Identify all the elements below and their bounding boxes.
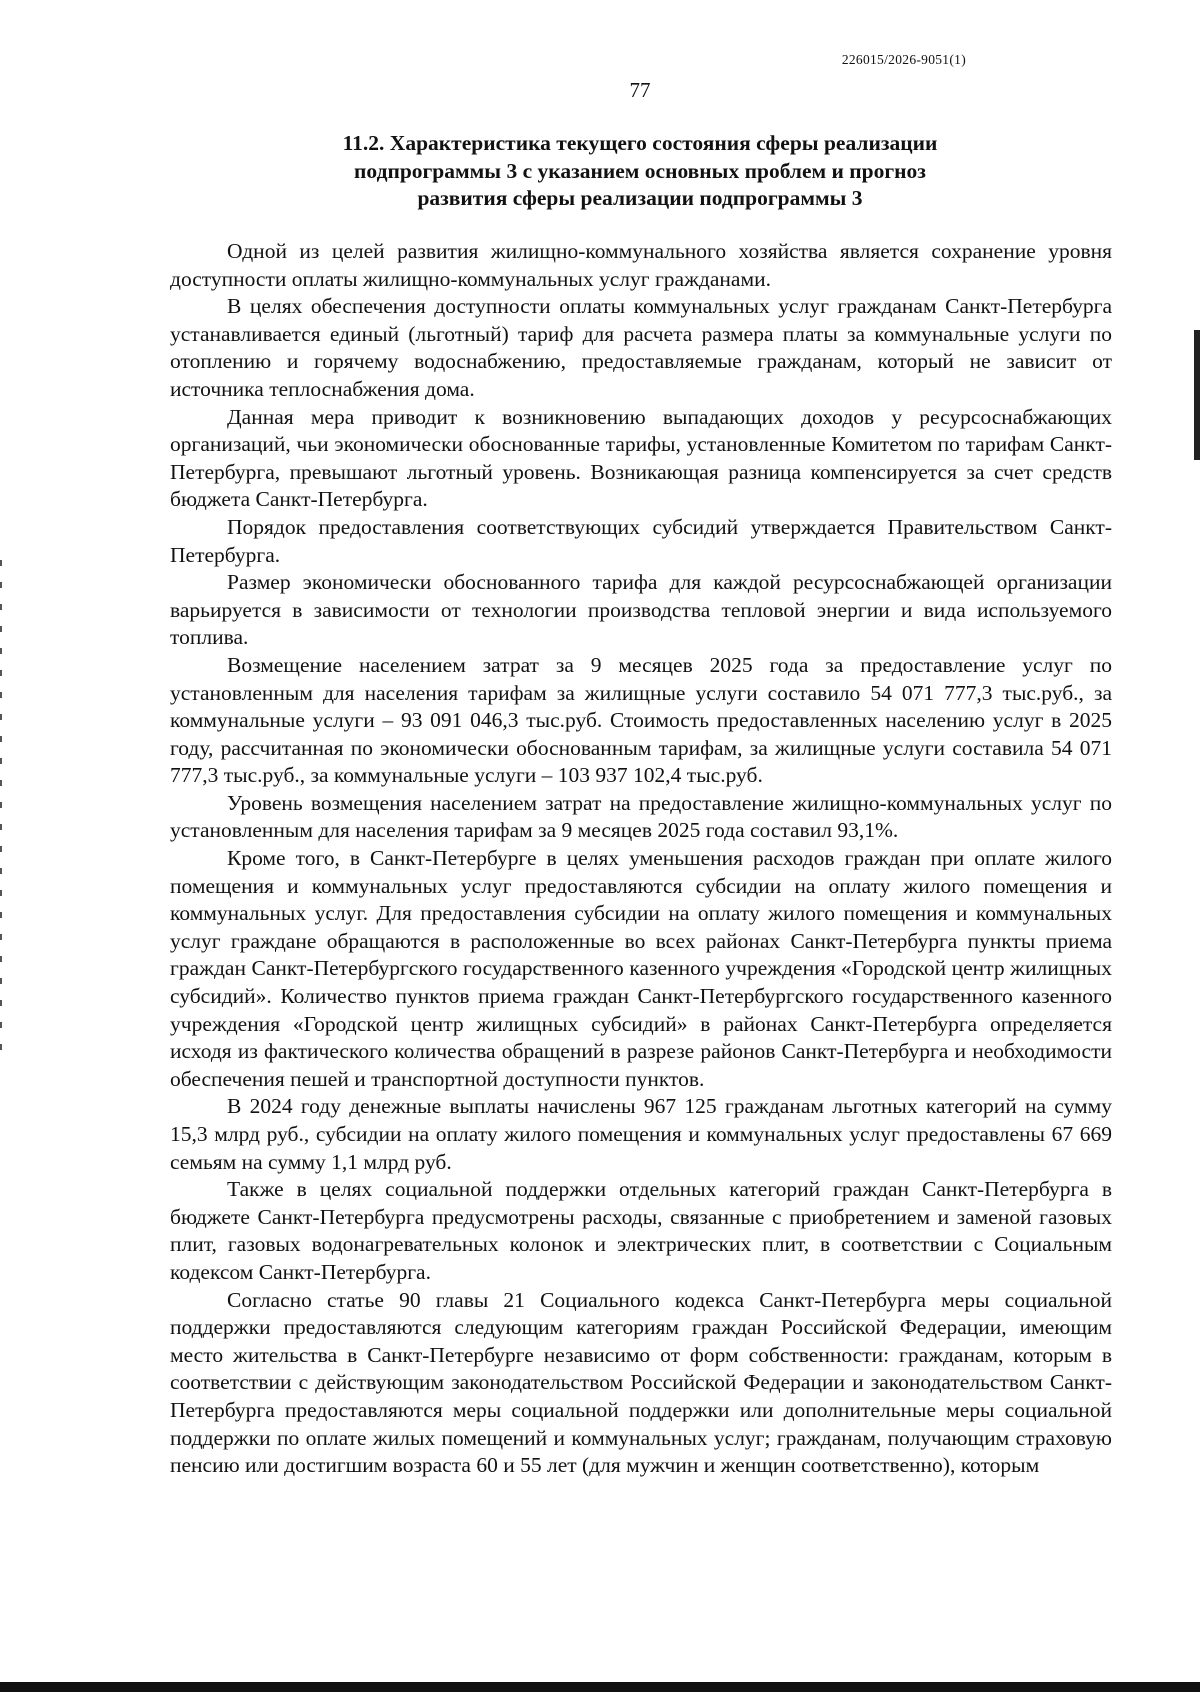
paragraph: В 2024 году денежные выплаты начислены 967 125 гражданам льготных категорий на сумму 15,3 млрд руб., субсидии на оплату жилого помещения и коммунальных услуг предоставлены 67 669 семьям на сумму 1,1 млрд руб.: [170, 1094, 1112, 1174]
paragraph: Порядок предоставления соответствующих субсидий утверждается Правительством Санкт-Петербурга.: [170, 514, 1112, 567]
scan-artifact-bottom: [0, 1682, 1200, 1692]
document-number: 226015/2026-9051(1): [841, 52, 966, 67]
paragraph: Одной из целей развития жилищно-коммунального хозяйства является сохранение уровня доступности оплаты жилищно-коммунальных услуг гражданами.: [170, 239, 1112, 291]
paragraph: Кроме того, в Санкт-Петербурге в целях уменьшения расходов граждан при оплате жилого помещения и коммунальных услуг предоставляются субсидии на оплату жилого помещения и коммунальных услуг. Для предоставления субсидии на оплату жилого помещения и коммунальных услуг граждане обращаются в расположенные во всех районах Санкт-Петербурга пункты приема граждан Санкт-Петербургского государственного казенного учреждения «Городской центр жилищных субсидий». Количество пунктов приема граждан Санкт-Петербургского государственного казенного учреждения «Городской центр жилищных субсидий» в районах Санкт-Петербурга определяется исходя из фактического количества обращений в разрезе районов Санкт-Петербурга и необходимости обеспечения пешей и транспортной доступности пунктов.: [170, 846, 1112, 1091]
paragraph: Уровень возмещения населением затрат на предоставление жилищно-коммунальных услуг по установленным для населения тарифам за 9 месяцев 2025 года составил 93,1%.: [170, 790, 1112, 843]
section-title-line: подпрограммы 3 с указанием основных проблем и прогноз: [354, 158, 926, 183]
page-number: 77: [629, 78, 651, 102]
paragraph: В целях обеспечения доступности оплаты коммунальных услуг гражданам Санкт-Петербурга устанавливается единый (льготный) тариф для расчета размера платы за коммунальные услуги по отоплению и горячему водоснабжению, предоставляемые гражданам, который не зависит от источника теплоснабжения дома.: [170, 294, 1112, 401]
body-text: [170, 238, 1112, 1480]
paragraph: Также в целях социальной поддержки отдельных категорий граждан Санкт-Петербурга в бюджете Санкт-Петербурга предусмотрены расходы, связанные с приобретением и заменой газовых плит, газовых водонагревательных колонок и электрических плит, в соответствии с Социальным кодексом Санкт-Петербурга.: [170, 1177, 1112, 1284]
section-title-line: 11.2. Характеристика текущего состояния сферы реализации: [342, 131, 938, 155]
paragraph: Размер экономически обоснованного тарифа для каждой ресурсоснабжающей организации варьируется в зависимости от технологии производства тепловой энергии и вида используемого топлива.: [170, 570, 1112, 650]
paragraph: Согласно статье 90 главы 21 Социального кодекса Санкт-Петербурга меры социальной поддержки предоставляются следующим категориям граждан Российской Федерации, имеющим место жительства в Санкт-Петербурге независимо от форм собственности: гражданам, которым в соответствии с действующим законодательством Российской Федерации и законодательством Санкт-Петербурга предоставляются меры социальной поддержки или дополнительные меры социальной поддержки по оплате жилых помещений и коммунальных услуг; гражданам, получающим страховую пенсию или достигшим возраста 60 и 55 лет (для мужчин и женщин соответственно), которым: [170, 1287, 1112, 1478]
scan-artifact-left: [0, 560, 2, 1060]
paragraph: Данная мера приводит к возникновению выпадающих доходов у ресурсоснабжающих организаций, чьи экономически обоснованные тарифы, установленные Комитетом по тарифам Санкт-Петербурга, превышают льготный уровень. Возникающая разница компенсируется за счет средств бюджета Санкт-Петербурга.: [170, 404, 1112, 512]
paragraph: Возмещение населением затрат за 9 месяцев 2025 года за предоставление услуг по установленным для населения тарифам за жилищные услуги составило 54 071 777,3 тыс.руб., за коммунальные услуги – 93 091 046,3 тыс.руб. Стоимость предоставленных населению услуг в 2025 году, рассчитанная по экономически обоснованным тарифам, за жилищные услуги составила 54 071 777,3 тыс.руб., за коммунальные услуги – 103 937 102,4 тыс.руб.: [170, 652, 1112, 788]
section-title: [170, 130, 1110, 213]
scan-artifact-right: [1194, 330, 1200, 460]
section-title-line: развития сферы реализации подпрограммы 3: [417, 186, 863, 210]
